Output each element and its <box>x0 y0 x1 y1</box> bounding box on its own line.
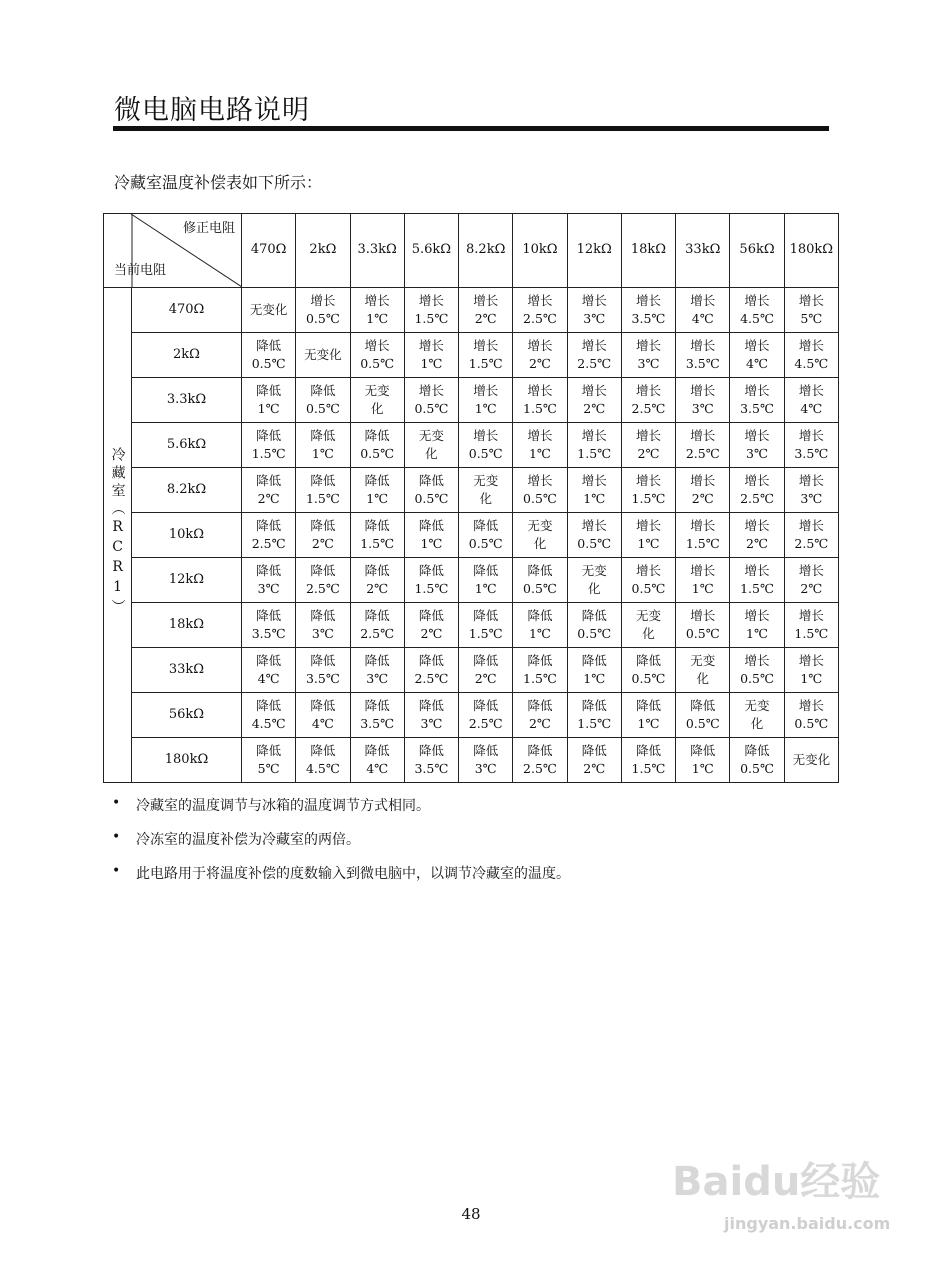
column-header: 33kΩ <box>676 214 730 288</box>
table-cell: 降低 5℃ <box>242 738 296 783</box>
table-row <box>104 738 839 783</box>
table-cell: 增长 1℃ <box>350 288 404 333</box>
title-divider <box>113 126 829 131</box>
table-cell: 无变 化 <box>730 693 784 738</box>
table-row <box>104 468 839 513</box>
note-item <box>112 829 570 849</box>
table-cell: 降低 4.5℃ <box>296 738 350 783</box>
table-cell: 降低 1.5℃ <box>621 738 675 783</box>
table-cell: 增长 1.5℃ <box>676 513 730 558</box>
table-cell: 增长 0.5℃ <box>350 333 404 378</box>
table-cell: 降低 2℃ <box>242 468 296 513</box>
table-cell: 降低 2.5℃ <box>350 603 404 648</box>
row-header: 18kΩ <box>132 603 242 648</box>
table-cell: 降低 0.5℃ <box>676 693 730 738</box>
table-cell: 增长 0.5℃ <box>296 288 350 333</box>
table-cell: 增长 4℃ <box>784 378 838 423</box>
table-cell: 增长 0.5℃ <box>567 513 621 558</box>
column-header: 180kΩ <box>784 214 838 288</box>
corner-label-corrected: 修正电阻 <box>182 221 235 236</box>
row-header: 2kΩ <box>132 333 242 378</box>
row-header: 33kΩ <box>132 648 242 693</box>
table-cell: 降低 0.5℃ <box>296 378 350 423</box>
watermark-logo: Baidu经验 <box>672 1159 881 1205</box>
table-row <box>104 288 839 333</box>
note-text: 此电路用于将温度补偿的度数输入到微电脑中，以调节冷藏室的温度。 <box>136 866 570 882</box>
table-cell: 增长 2℃ <box>676 468 730 513</box>
table-cell: 降低 2.5℃ <box>459 693 513 738</box>
compensation-table <box>103 213 839 783</box>
bullet-icon: • <box>112 863 121 879</box>
row-header: 8.2kΩ <box>132 468 242 513</box>
table-cell: 降低 0.5℃ <box>404 468 458 513</box>
table-row <box>104 603 839 648</box>
table-cell: 增长 1.5℃ <box>730 558 784 603</box>
table-cell: 增长 2℃ <box>784 558 838 603</box>
table-cell: 增长 1℃ <box>621 513 675 558</box>
side-label: 冷藏室（RCR1） <box>109 447 126 618</box>
table-cell: 增长 4.5℃ <box>784 333 838 378</box>
table-cell: 降低 3℃ <box>404 693 458 738</box>
table-cell: 降低 1℃ <box>513 603 567 648</box>
column-header: 56kΩ <box>730 214 784 288</box>
table-row <box>104 333 839 378</box>
row-header: 5.6kΩ <box>132 423 242 468</box>
table-cell: 增长 2℃ <box>459 288 513 333</box>
table-cell: 增长 1℃ <box>730 603 784 648</box>
bullet-icon: • <box>112 829 121 845</box>
table-cell: 降低 2℃ <box>404 603 458 648</box>
table-cell: 降低 0.5℃ <box>730 738 784 783</box>
table-cell: 增长 1℃ <box>513 423 567 468</box>
table-cell: 降低 0.5℃ <box>621 648 675 693</box>
table-cell: 降低 2℃ <box>513 693 567 738</box>
table-cell: 降低 1℃ <box>459 558 513 603</box>
table-cell: 降低 4℃ <box>296 693 350 738</box>
table-cell: 降低 2.5℃ <box>513 738 567 783</box>
row-header: 12kΩ <box>132 558 242 603</box>
row-header: 470Ω <box>132 288 242 333</box>
table-cell: 增长 0.5℃ <box>513 468 567 513</box>
table-header-row <box>104 214 839 288</box>
table-cell: 增长 0.5℃ <box>621 558 675 603</box>
table-cell: 增长 2.5℃ <box>676 423 730 468</box>
table-cell: 降低 2℃ <box>459 648 513 693</box>
table-cell: 增长 1℃ <box>676 558 730 603</box>
table-cell: 降低 1.5℃ <box>242 423 296 468</box>
table-cell: 增长 1.5℃ <box>784 603 838 648</box>
table-cell: 降低 1℃ <box>296 423 350 468</box>
table-cell: 降低 3.5℃ <box>350 693 404 738</box>
table-cell: 无变 化 <box>621 603 675 648</box>
column-header: 10kΩ <box>513 214 567 288</box>
table-cell: 降低 1℃ <box>567 648 621 693</box>
table-cell: 降低 1.5℃ <box>404 558 458 603</box>
table-cell: 无变化 <box>296 333 350 378</box>
column-header: 12kΩ <box>567 214 621 288</box>
table-cell: 增长 2℃ <box>513 333 567 378</box>
table-cell: 增长 0.5℃ <box>730 648 784 693</box>
table-cell: 增长 3℃ <box>676 378 730 423</box>
table-cell: 增长 3.5℃ <box>621 288 675 333</box>
table-cell: 增长 4.5℃ <box>730 288 784 333</box>
table-cell: 降低 2.5℃ <box>296 558 350 603</box>
notes-list <box>112 795 570 897</box>
note-item <box>112 863 570 883</box>
table-cell: 增长 2℃ <box>621 423 675 468</box>
column-header: 8.2kΩ <box>459 214 513 288</box>
table-cell: 增长 0.5℃ <box>459 423 513 468</box>
table-cell: 降低 1℃ <box>404 513 458 558</box>
table-cell: 降低 2℃ <box>350 558 404 603</box>
table-cell: 增长 1.5℃ <box>459 333 513 378</box>
table-cell: 增长 3℃ <box>784 468 838 513</box>
table-cell: 增长 1.5℃ <box>404 288 458 333</box>
row-header: 56kΩ <box>132 693 242 738</box>
table-cell: 增长 0.5℃ <box>404 378 458 423</box>
table-row <box>104 378 839 423</box>
table-cell: 增长 3.5℃ <box>730 378 784 423</box>
table-cell: 降低 3.5℃ <box>296 648 350 693</box>
table-cell: 增长 0.5℃ <box>676 603 730 648</box>
column-header: 3.3kΩ <box>350 214 404 288</box>
column-header: 470Ω <box>242 214 296 288</box>
table-cell: 增长 3.5℃ <box>676 333 730 378</box>
table-cell: 无变 化 <box>459 468 513 513</box>
table-cell: 增长 3.5℃ <box>784 423 838 468</box>
table-cell: 增长 3℃ <box>730 423 784 468</box>
table-cell: 无变 化 <box>513 513 567 558</box>
side-label-cell <box>104 288 132 783</box>
table-row <box>104 423 839 468</box>
table-cell: 增长 2℃ <box>730 513 784 558</box>
table-corner-cell <box>104 214 242 288</box>
table-cell: 增长 5℃ <box>784 288 838 333</box>
table-cell: 降低 1℃ <box>676 738 730 783</box>
table-cell: 降低 1℃ <box>621 693 675 738</box>
row-header: 180kΩ <box>132 738 242 783</box>
table-cell: 无变化 <box>784 738 838 783</box>
table-cell: 降低 3.5℃ <box>404 738 458 783</box>
table-row <box>104 693 839 738</box>
table-cell: 降低 0.5℃ <box>242 333 296 378</box>
table-cell: 增长 3℃ <box>567 288 621 333</box>
table-row <box>104 558 839 603</box>
table-cell: 增长 2.5℃ <box>567 333 621 378</box>
table-cell: 无变 化 <box>676 648 730 693</box>
page-title: 微电脑电路说明 <box>114 95 310 126</box>
table-cell: 降低 1℃ <box>350 468 404 513</box>
table-cell: 无变化 <box>242 288 296 333</box>
bullet-icon: • <box>112 795 121 811</box>
table-cell: 无变 化 <box>404 423 458 468</box>
table-cell: 降低 3℃ <box>350 648 404 693</box>
table-cell: 降低 3℃ <box>459 738 513 783</box>
table-cell: 增长 1.5℃ <box>621 468 675 513</box>
table-cell: 降低 4.5℃ <box>242 693 296 738</box>
table-cell: 降低 0.5℃ <box>567 603 621 648</box>
table-cell: 降低 3℃ <box>242 558 296 603</box>
watermark-url: jingyan.baidu.com <box>724 1214 891 1233</box>
table-cell: 降低 0.5℃ <box>459 513 513 558</box>
table-cell: 降低 1.5℃ <box>350 513 404 558</box>
table-cell: 无变 化 <box>350 378 404 423</box>
table-row <box>104 648 839 693</box>
table-cell: 降低 1.5℃ <box>513 648 567 693</box>
table-cell: 降低 1℃ <box>242 378 296 423</box>
table-cell: 增长 2.5℃ <box>784 513 838 558</box>
table-cell: 降低 4℃ <box>350 738 404 783</box>
note-item <box>112 795 570 815</box>
intro-text: 冷藏室温度补偿表如下所示： <box>114 173 323 192</box>
note-text: 冷藏室的温度调节与冰箱的温度调节方式相同。 <box>136 798 430 814</box>
table-cell: 降低 2℃ <box>567 738 621 783</box>
table-row <box>104 513 839 558</box>
note-text: 冷冻室的温度补偿为冷藏室的两倍。 <box>136 832 360 848</box>
table-cell: 降低 2℃ <box>296 513 350 558</box>
table-cell: 降低 2.5℃ <box>242 513 296 558</box>
table-cell: 增长 0.5℃ <box>784 693 838 738</box>
table-cell: 增长 1.5℃ <box>567 423 621 468</box>
table-cell: 降低 2.5℃ <box>404 648 458 693</box>
table-cell: 增长 1.5℃ <box>513 378 567 423</box>
table-cell: 增长 1℃ <box>459 378 513 423</box>
table-cell: 降低 3.5℃ <box>242 603 296 648</box>
row-header: 10kΩ <box>132 513 242 558</box>
table-cell: 无变 化 <box>567 558 621 603</box>
table-cell: 降低 1.5℃ <box>567 693 621 738</box>
table-cell: 降低 3℃ <box>296 603 350 648</box>
table-cell: 增长 2.5℃ <box>730 468 784 513</box>
table-cell: 增长 4℃ <box>676 288 730 333</box>
table-cell: 增长 2.5℃ <box>621 378 675 423</box>
table-cell: 增长 3℃ <box>621 333 675 378</box>
page-number: 48 <box>461 1205 481 1223</box>
table-cell: 增长 1℃ <box>567 468 621 513</box>
table-cell: 降低 0.5℃ <box>513 558 567 603</box>
table-cell: 增长 1℃ <box>404 333 458 378</box>
table-cell: 增长 2.5℃ <box>513 288 567 333</box>
table-cell: 降低 1.5℃ <box>296 468 350 513</box>
table-cell: 增长 2℃ <box>567 378 621 423</box>
column-header: 18kΩ <box>621 214 675 288</box>
corner-label-current: 当前电阻 <box>114 263 167 279</box>
column-header: 2kΩ <box>296 214 350 288</box>
table-cell: 增长 4℃ <box>730 333 784 378</box>
table-cell: 降低 1.5℃ <box>459 603 513 648</box>
column-header: 5.6kΩ <box>404 214 458 288</box>
table-cell: 降低 0.5℃ <box>350 423 404 468</box>
table-cell: 增长 1℃ <box>784 648 838 693</box>
row-header: 3.3kΩ <box>132 378 242 423</box>
table-cell: 降低 4℃ <box>242 648 296 693</box>
